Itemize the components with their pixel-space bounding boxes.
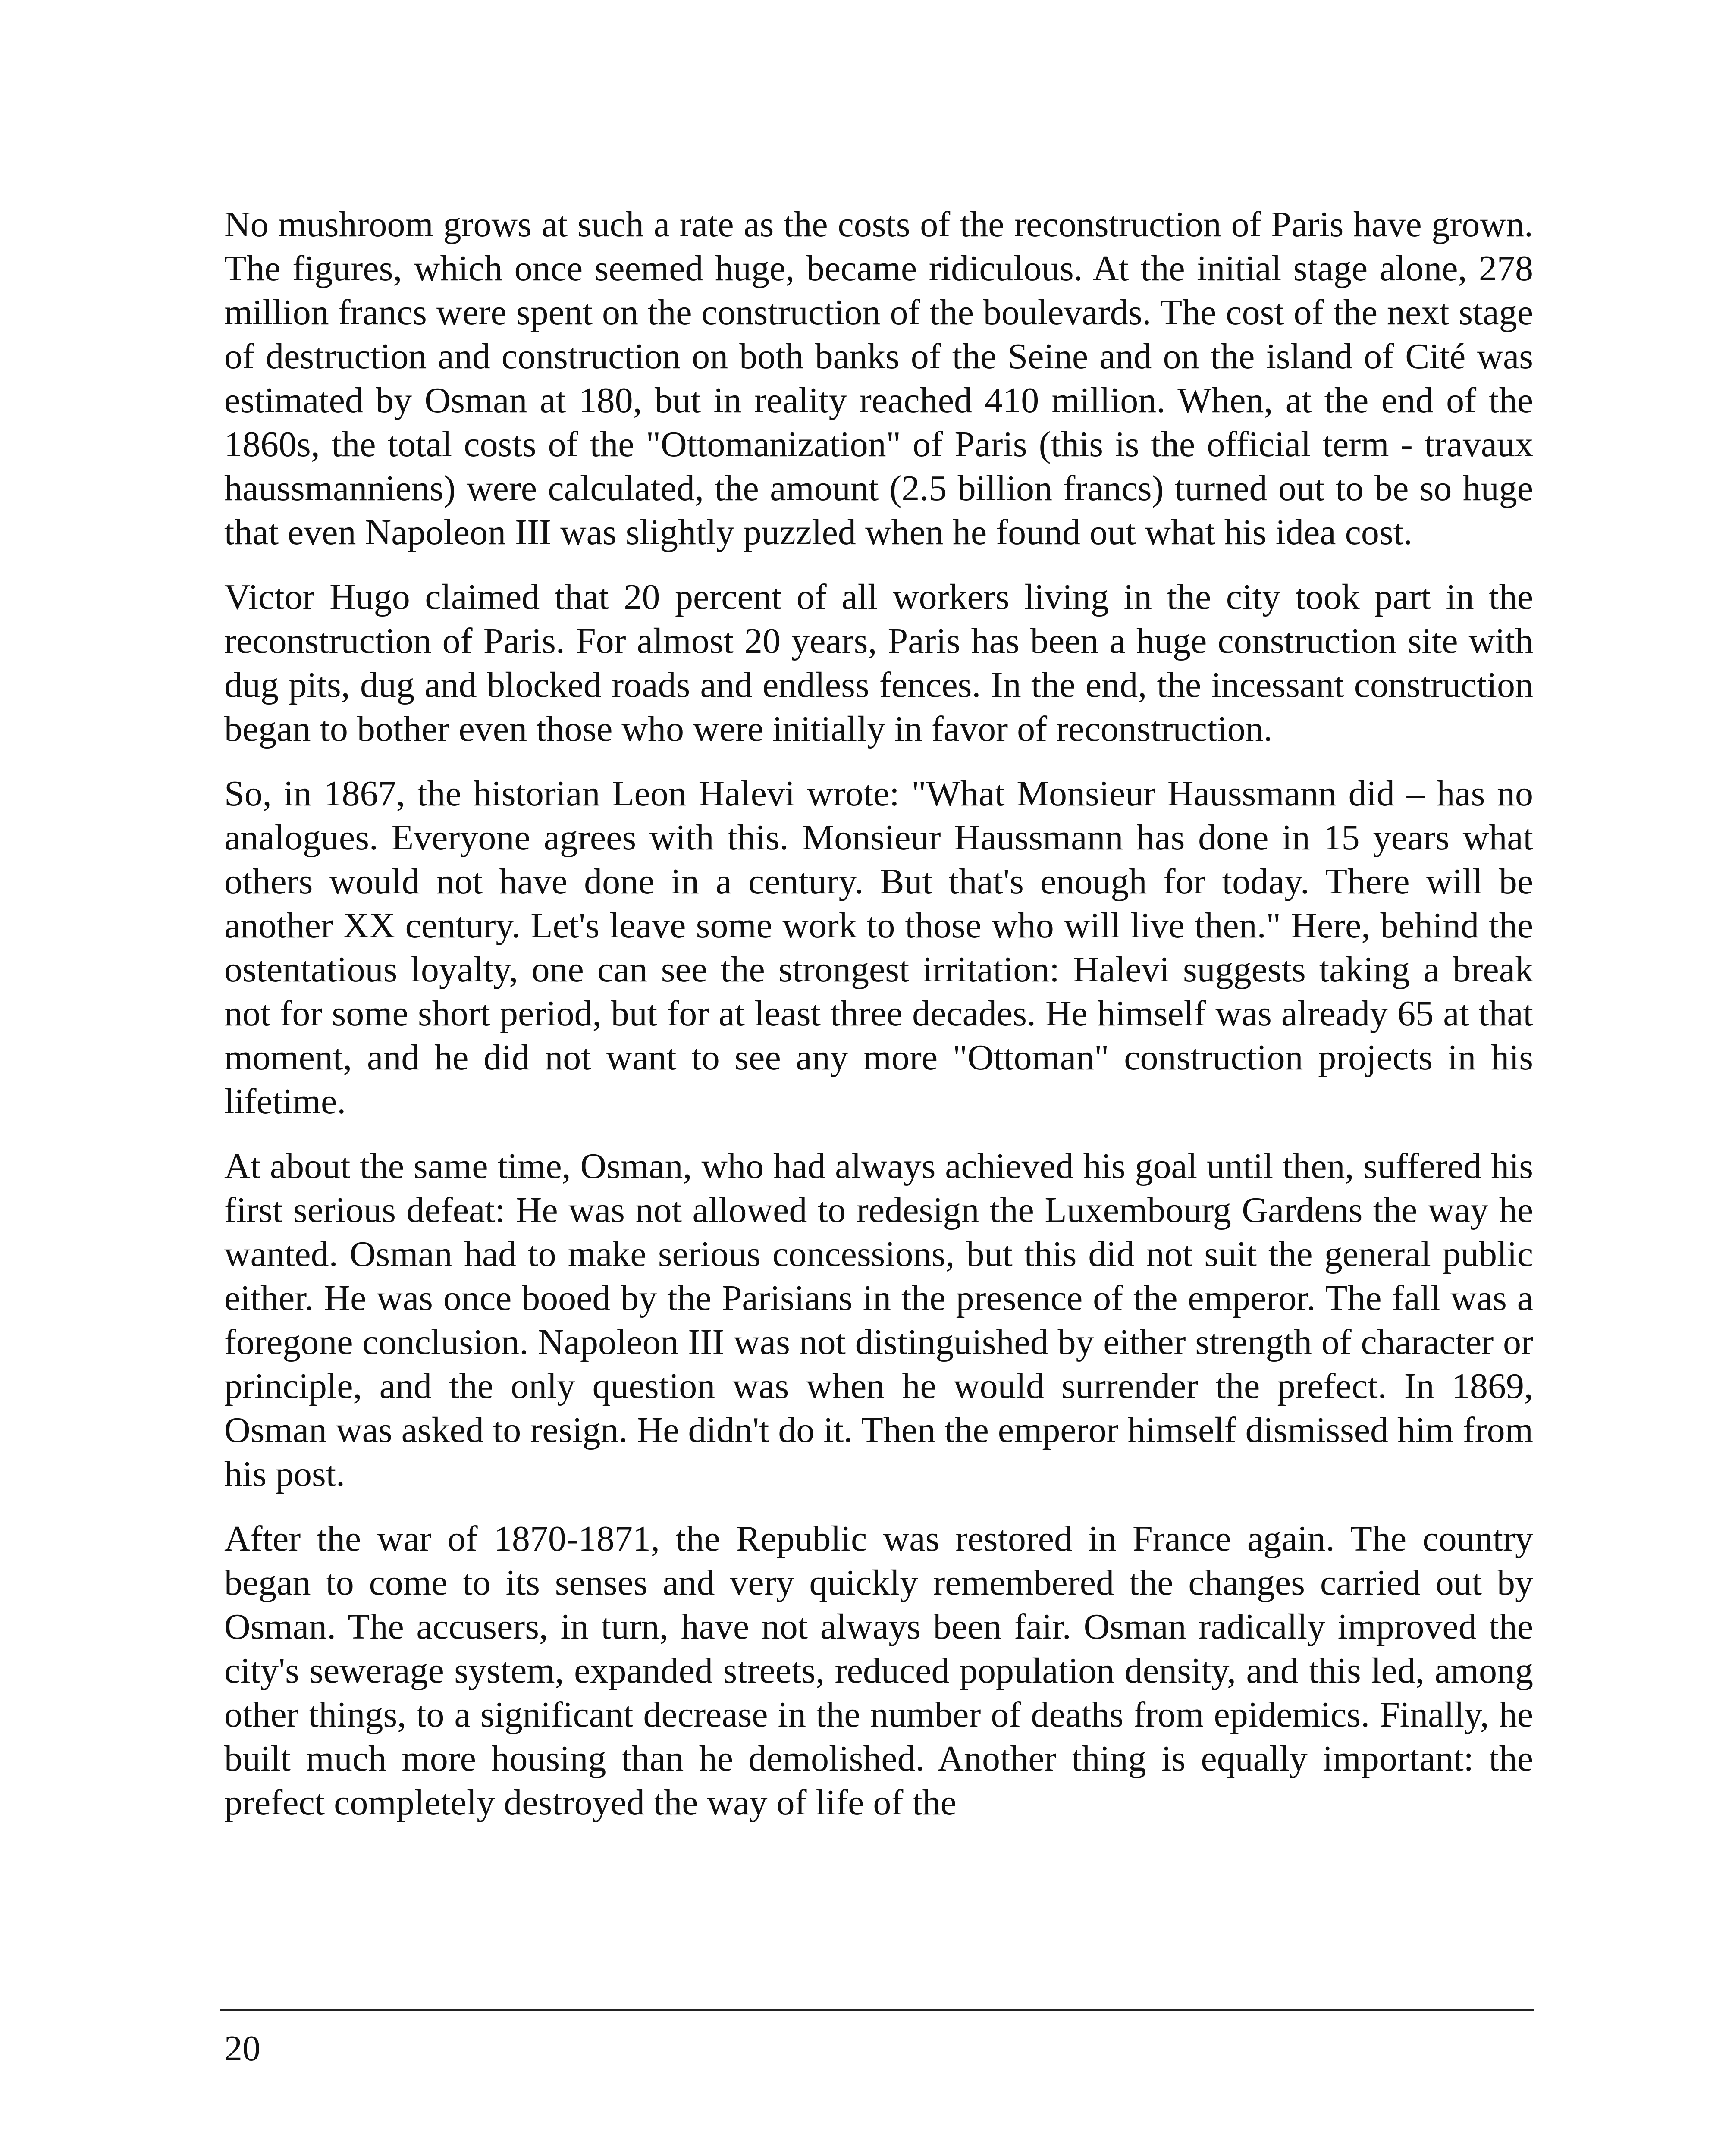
paragraph-2: Victor Hugo claimed that 20 percent of all workers living in the city took part in the reconstruction of Paris. For almost 20 years, Paris has been a huge construction site with dug pits, dug and blocked roads and endless fences. In the end, the incessant construction began to bother even those who were initially in favor of reconstruction. — [224, 577, 1533, 749]
paragraph-1: No mushroom grows at such a rate as the costs of the reconstruction of Paris have grown. The figures, which once seemed huge, became ridiculous. At the initial stage alone, 278 million francs were spent on the construction of the boulevards. The cost of the next stage of destruction and construction on both banks of the Seine and on the island of Cité was estimated by Osman at 180, but in reality reached 410 million. When, at the end of the 1860s, the total costs of the "Ottomanization" of Paris (this is the official term - travaux haussmanniens) were calculated, the amount (2.5 billion francs) turned out to be so huge that even Napoleon III was slightly puzzled when he found out what his idea cost. — [224, 204, 1533, 552]
page-number: 20 — [224, 2028, 260, 2068]
paragraph-5: After the war of 1870-1871, the Republic was restored in France again. The country began to come to its senses and very quickly remembered the changes carried out by Osman. The accusers, in turn, have not always been fair. Osman radically improved the city's sewerage system, expanded streets, reduced population density, and this led, among other things, to a significant decrease in the number of deaths from epidemics. Finally, he built much more housing than he demolished. Another thing is equally important: the prefect completely destroyed the way of life of the — [224, 1519, 1533, 1823]
body-text — [224, 203, 1533, 1846]
footer-rule — [220, 2009, 1534, 2011]
paragraph-4: At about the same time, Osman, who had always achieved his goal until then, suffered his first serious defeat: He was not allowed to redesign the Luxembourg Gardens the way he wanted. Osman had to make serious concessions, but this did not suit the general public either. He was once booed by the Parisians in the presence of the emperor. The fall was a foregone conclusion. Napoleon III was not distinguished by either strength of character or principle, and the only question was when he would surrender the prefect. In 1869, Osman was asked to resign. He didn't do it. Then the emperor himself dismissed him from his post. — [224, 1146, 1533, 1494]
paragraph-3: So, in 1867, the historian Leon Halevi wrote: "What Monsieur Haussmann did – has no analogues. Everyone agrees with this. Monsieur Haussmann has done in 15 years what others would not have done in a century. But that's enough for today. There will be another XX century. Let's leave some work to those who will live then." Here, behind the ostentatious loyalty, one can see the strongest irritation: Halevi suggests taking a break not for some short period, but for at least three decades. He himself was already 65 at that moment, and he did not want to see any more "Ottoman" construction projects in his lifetime. — [224, 774, 1533, 1122]
